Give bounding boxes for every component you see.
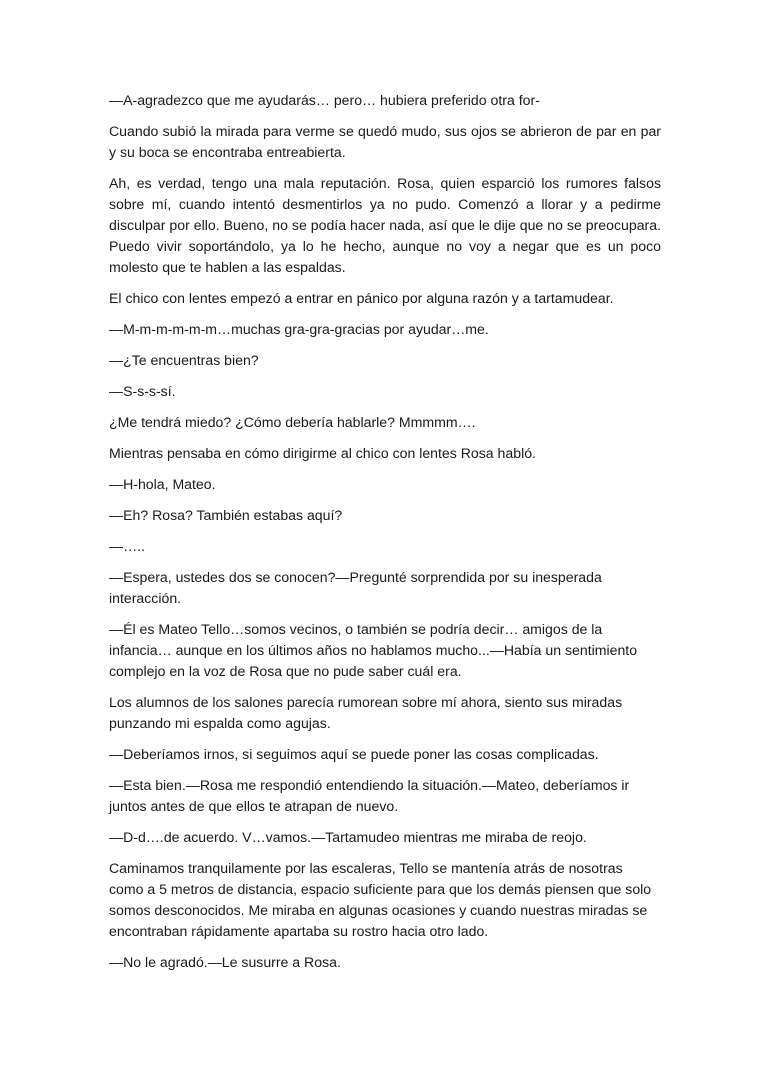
paragraph: Ah, es verdad, tengo una mala reputación. Rosa, quien esparció los rumores falsos sobre mí, cuando intentó desmentirlos ya no pudo. Comenzó a llorar y a pedirme disculpar por ello. Bueno, no se podía hacer nada, así que le dije que no se preocupara. Puedo vivir soportándolo, ya lo he hecho, aunque no voy a negar que es un poco molesto que te hablen a las espaldas. [109, 175, 661, 275]
paragraph: —S-s-s-sí. [109, 383, 176, 399]
paragraph: —Espera, ustedes dos se conocen?—Pregunté sorprendida por su inesperada interacción. [109, 569, 602, 606]
paragraph: —….. [109, 538, 146, 554]
paragraph: —No le agradó.—Le susurre a Rosa. [109, 954, 341, 970]
paragraph: Cuando subió la mirada para verme se quedó mudo, sus ojos se abrieron de par en par y su boca se encontraba entreabierta. [109, 123, 661, 160]
paragraph: Los alumnos de los salones parecía rumorean sobre mí ahora, siento sus miradas punzando mi espalda como agujas. [109, 694, 623, 731]
paragraph: Caminamos tranquilamente por las escaleras, Tello se mantenía atrás de nosotras como a 5 metros de distancia, espacio suficiente para que los demás piensen que solo somos desconocidos. Me miraba en algunas ocasiones y cuando nuestras miradas se encontraban rápidamente apartaba su rostro hacia otro lado. [109, 860, 652, 939]
paragraph: Mientras pensaba en cómo dirigirme al chico con lentes Rosa habló. [109, 445, 536, 461]
paragraph: ¿Me tendrá miedo? ¿Cómo debería hablarle? Mmmmm…. [109, 414, 476, 430]
paragraph: El chico con lentes empezó a entrar en pánico por alguna razón y a tartamudear. [109, 290, 614, 306]
paragraph: —A-agradezco que me ayudarás… pero… hubiera preferido otra for- [109, 92, 540, 108]
paragraph: —M-m-m-m-m-m…muchas gra-gra-gracias por ayudar…me. [109, 321, 489, 337]
paragraph: —D-d….de acuerdo. V…vamos.—Tartamudeo mientras me miraba de reojo. [109, 829, 587, 845]
paragraph: —Deberíamos irnos, si seguimos aquí se puede poner las cosas complicadas. [109, 746, 599, 762]
paragraph: —Esta bien.—Rosa me respondió entendiendo la situación.—Mateo, deberíamos ir juntos antes de que ellos te atrapan de nuevo. [109, 777, 630, 814]
paragraph: —¿Te encuentras bien? [109, 352, 259, 368]
paragraph: —Él es Mateo Tello…somos vecinos, o también se podría decir… amigos de la infancia… aunque en los últimos años no hablamos mucho...—Había un sentimiento complejo en la voz de Rosa que no pude saber cuál era. [109, 621, 638, 679]
document-page [109, 90, 661, 983]
paragraph: —Eh? Rosa? También estabas aquí? [109, 507, 343, 523]
paragraph: —H-hola, Mateo. [109, 476, 216, 492]
